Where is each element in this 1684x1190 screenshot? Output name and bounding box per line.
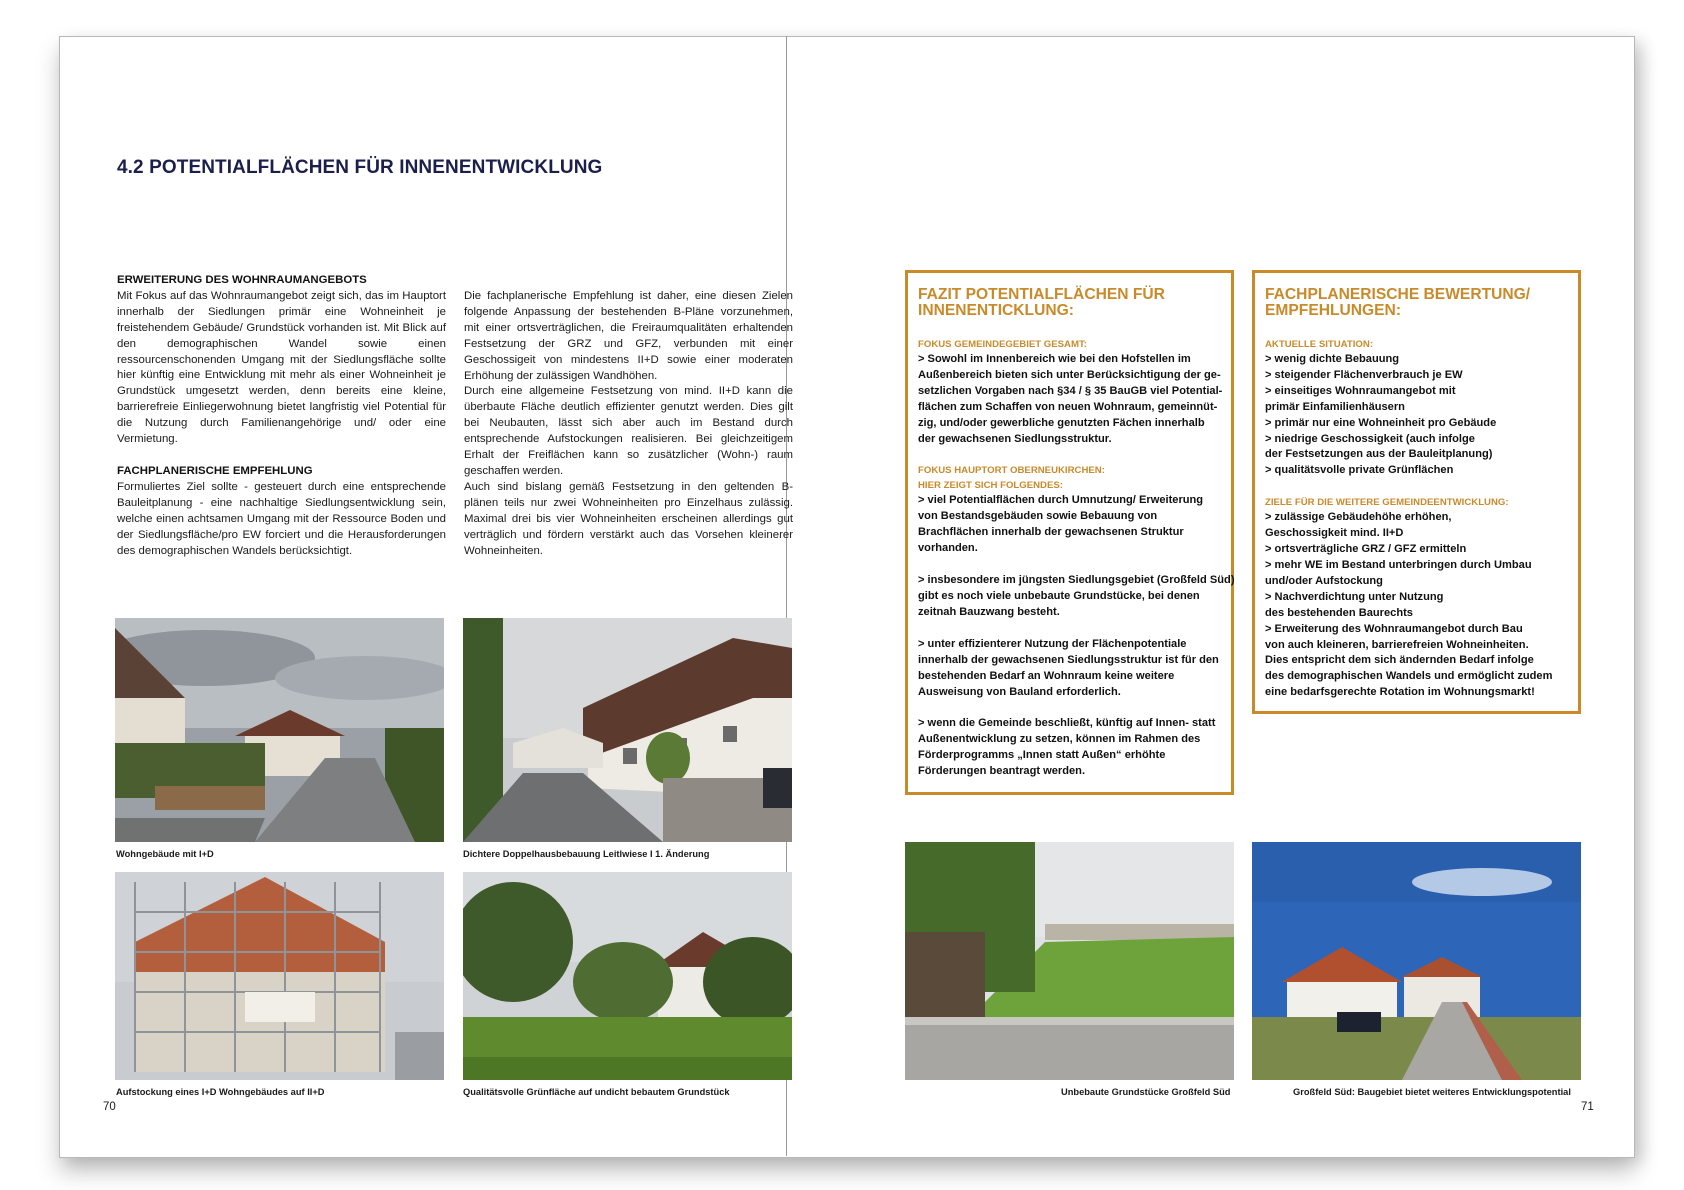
bewertung-title: FACHPLANERISCHE BEWERTUNG/ EMPFEHLUNGEN: (1265, 286, 1531, 319)
bewertung-subheading: AKTUELLE SITUATION: (1265, 339, 1374, 350)
text-line: > unter effizienterer Nutzung der Flächenpotentiale (918, 637, 1187, 650)
text-line: eine bedarfsgerechte Rotation im Wohnungsmarkt! (1265, 686, 1535, 699)
text-line: Außenbereich bieten sich unter Berücksichtigung der ge- (918, 368, 1221, 381)
text-line: > einseitiges Wohnraumangebot mit (1265, 384, 1456, 397)
text-line: von Bestandsgebäuden sowie Bebauung von (918, 510, 1158, 523)
section-heading-empfehlung: FACHPLANERISCHE EMPFEHLUNG (117, 464, 313, 477)
text-line: > wenig dichte Bebauung (1265, 353, 1400, 365)
fazit-subheading: FOKUS GEMEINDEGEBIET GESAMT: (918, 339, 1087, 350)
paragraph-empfehlung-3: Auch sind bislang gemäß Festsetzung in den geltenden B-plänen teils nur zwei Wohneinheiten pro Einzelhaus zulässig. Maximal drei bis vier Wohneinheiten erscheinen allerdings gut verträglich und fördern verstärkt auch das Vorsehen kleinerer Wohneinheiten. (464, 480, 793, 557)
text-line: vorhanden. (918, 542, 978, 555)
text-line: Geschossigkeit mind. II+D (1265, 527, 1404, 540)
photo-aufstockung (115, 872, 444, 1080)
photo-gruenflaeche (463, 872, 792, 1080)
text-line: > Sowohl im Innenbereich wie bei den Hofstellen im (918, 353, 1191, 365)
bewertung-box (1252, 270, 1581, 714)
photo-caption: Unbebaute Grundstücke Großfeld Süd (1061, 1087, 1231, 1097)
text-column-right (464, 289, 793, 559)
text-line: Dies entspricht dem sich ändernden Bedarf infolge (1265, 654, 1534, 667)
text-line: > insbesondere im jüngsten Siedlungsgebiet (Großfeld Süd) (918, 574, 1235, 587)
photo-unbebaute-grundstuecke (905, 842, 1234, 1080)
text-line: Außenentwicklung zu setzen, können im Rahmen des (918, 733, 1201, 746)
photo-doppelhaus (463, 618, 792, 842)
section-text-empfehlung: Formuliertes Ziel sollte - gesteuert durch eine entsprechende Bauleitplanung - eine nachhaltige Siedlungsentwicklung sein, welche einen achtsamen Umgang mit der Ressource Boden und der Siedlungsfläche/pro EW forciert und die Herausforderungen des demographischen Wandels berücksichtigt. (117, 480, 446, 557)
text-line: flächen zum Schaffen von neuen Wohnraum, gemeinnüt- (918, 400, 1218, 413)
text-line: > ortsverträgliche GRZ / GFZ ermitteln (1265, 543, 1467, 556)
text-line: Brachflächen innerhalb der gewachsenen Struktur (918, 526, 1184, 539)
text-line: > Erweiterung des Wohnraumangebot durch Bau (1265, 622, 1523, 635)
text-line: der Festsetzungen aus der Bauleitplanung) (1265, 448, 1493, 461)
text-line: setzlichen Vorgaben nach §34 / § 35 BauGB viel Potential- (918, 384, 1223, 397)
page-number-right: 71 (1581, 1101, 1594, 1113)
paragraph-empfehlung-2: Durch eine allgemeine Festsetzung von mind. II+D kann die überbaute Fläche deutlich effizienter genutzt werden. Dies gilt bei Neubauten, lässt sich aber auch im Bestand durch entsprechende Aufstockungen realisieren. Bei gleichzeitigem Erhalt der Freiflächen kann so zusätzlicher (Wohn-) raum geschaffen werden. (464, 385, 793, 477)
photo-caption: Großfeld Süd: Baugebiet bietet weiteres Entwicklungspotential (1293, 1087, 1571, 1097)
text-line: zig, und/oder gewerbliche genutzten Fächen innerhalb (918, 416, 1205, 429)
text-line: des bestehenden Baurechts (1265, 606, 1413, 619)
text-line: des demographischen Wandels und ermöglicht zudem (1265, 670, 1553, 683)
photo-caption: Wohngebäude mit I+D (116, 849, 214, 859)
text-line: innerhalb der gewachsenen Siedlungsstruktur ist für den (918, 653, 1219, 666)
text-line: und/oder Aufstockung (1265, 574, 1383, 587)
section-text-wohnraum: Mit Fokus auf das Wohnraumangebot zeigt sich, das im Hauptort innerhalb der Siedlungen primär eine Wohneinheit je freistehendem Gebäude/ Grundstück vorhanden ist. Mit Blick auf den demographischen Wandel sowie einen ressourcenschonenden Umgang mit der Siedlungsfläche sollte hier künftig eine Entwicklung mit mehr als einer Wohneinheit je Grundstück umgesetzt werden, denn bereits eine kleine, barrierefreie Einliegerwohnung bietet langfristig viel Potential für die Nutzung durch Familienangehörige und/ oder eine Vermietung. (117, 289, 446, 446)
text-column-left (117, 273, 446, 559)
paragraph-empfehlung-1: Die fachplanerische Empfehlung ist daher, eine diesen Zielen folgende Anpassung der bestehenden B-Pläne vorzunehmen, mit einer ortsverträglichen, die Freiraumqualitäten erhaltenden Festsetzung der GRZ und GFZ, verbunden mit einer Geschossigeit von mindestens II+D sowie einer moderaten Erhöhung der zulässigen Wandhöhen. (464, 290, 793, 382)
photo-baugebiet (1252, 842, 1581, 1080)
text-line: von auch kleineren, barrierefreien Wohneinheiten. (1265, 638, 1529, 651)
photo-wohngebaeude (115, 618, 444, 842)
page-title: 4.2 POTENTIALFLÄCHEN FÜR INNENENTWICKLUNG (117, 157, 603, 178)
text-line: der gewachsenen Siedlungsstruktur. (918, 432, 1112, 445)
text-line: Förderprogramms „Innen statt Außen“ erhöhte (918, 749, 1166, 762)
photo-caption: Dichtere Doppelhausbebauung Leitlwiese I 1. Änderung (463, 849, 710, 859)
text-line: Ausweisung von Bauland erforderlich. (918, 685, 1121, 698)
text-line: gibt es noch viele unbebaute Grundstücke, bei denen (918, 589, 1200, 602)
fazit-title: FAZIT POTENTIALFLÄCHEN FÜR INNENENTICKLUNG: (918, 286, 1165, 319)
text-line: bestehenden Bedarf an Wohnraum keine weitere (918, 669, 1175, 682)
text-line: > niedrige Geschossigkeit (auch infolge (1265, 432, 1475, 445)
section-heading-wohnraum: ERWEITERUNG DES WOHNRAUMANGEBOTS (117, 274, 367, 286)
fazit-box (905, 270, 1234, 795)
text-line: > viel Potentialflächen durch Umnutzung/ Erweiterung (918, 494, 1204, 507)
photo-caption: Qualitätsvolle Grünfläche auf undicht bebautem Grundstück (463, 1087, 730, 1097)
page-number-left: 70 (103, 1101, 116, 1113)
bewertung-subheading: ZIELE FÜR DIE WEITERE GEMEINDEENTWICKLUNG: (1265, 497, 1509, 509)
fazit-subheading: HIER ZEIGT SICH FOLGENDES: (918, 480, 1063, 492)
text-line: Förderungen beantragt werden. (918, 765, 1086, 778)
text-line: > qualitätsvolle private Grünflächen (1265, 464, 1454, 477)
text-line: zeitnah Bauzwang besteht. (918, 605, 1060, 618)
text-line: primär Einfamilienhäusern (1265, 400, 1405, 413)
text-line: > steigender Flächenverbrauch je EW (1265, 368, 1463, 381)
text-line: > mehr WE im Bestand unterbringen durch Umbau (1265, 558, 1532, 571)
text-line: > Nachverdichtung unter Nutzung (1265, 590, 1444, 603)
text-line: > wenn die Gemeinde beschließt, künftig auf Innen- statt (918, 717, 1216, 730)
text-line: > primär nur eine Wohneinheit pro Gebäude (1265, 416, 1497, 429)
fazit-subheading: FOKUS HAUPTORT OBERNEUKIRCHEN: (918, 465, 1105, 477)
photo-caption: Aufstockung eines I+D Wohngebäudes auf II+D (116, 1087, 325, 1097)
text-line: > zulässige Gebäudehöhe erhöhen, (1265, 511, 1452, 524)
